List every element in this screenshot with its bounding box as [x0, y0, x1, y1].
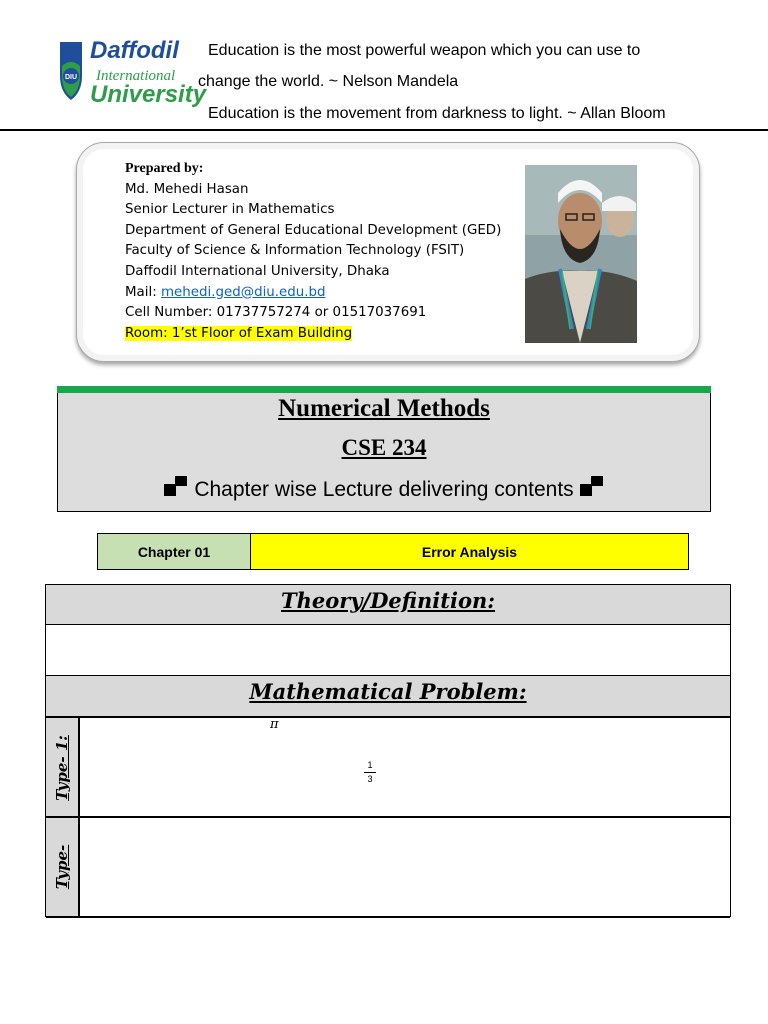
cell-or: or — [310, 305, 333, 321]
svg-text:DIU: DIU — [64, 74, 78, 81]
quote-line-2: change the world. ~ Nelson Mandela — [198, 73, 459, 90]
author-name: Md. Mehedi Hasan — [125, 181, 249, 197]
type-1-side-cell — [46, 718, 80, 817]
cell-number-2: 01517037691 — [332, 305, 427, 321]
chapter-number: Chapter 01 — [98, 534, 251, 569]
cell-line — [125, 303, 501, 324]
type-2-row — [46, 816, 730, 918]
author-title: Senior Lecturer in Mathematics — [125, 202, 335, 218]
email-link[interactable]: mehedi.ged@diu.edu.bd — [160, 284, 326, 300]
content-table — [45, 584, 731, 917]
prepared-by-label: Prepared by: — [125, 161, 204, 176]
checker-square-icon — [164, 475, 188, 503]
author-photo — [510, 159, 650, 349]
theory-heading: Theory/Definition: — [46, 585, 730, 625]
fraction-bar — [364, 772, 376, 773]
svg-text:University: University — [90, 81, 207, 108]
fraction-one-third — [364, 760, 376, 785]
author-department: Department of General Educational Development (GED) — [125, 222, 502, 238]
cell-number-1: 01737757274 — [216, 305, 311, 321]
daffodil-university-logo — [56, 36, 207, 108]
course-subtitle: Chapter wise Lecture delivering contents — [194, 478, 574, 501]
checker-square-icon — [580, 475, 604, 503]
type-1-row — [46, 716, 730, 817]
quote-line-1: Education is the most powerful weapon which you can use to — [208, 42, 641, 59]
pi-symbol: π — [270, 717, 279, 732]
theory-body — [46, 625, 730, 675]
mail-line — [125, 283, 501, 304]
author-faculty: Faculty of Science & Information Technology (FSIT) — [125, 243, 465, 259]
chapter-row — [97, 533, 689, 570]
mail-label: Mail: — [125, 284, 161, 300]
type-2-side-cell — [46, 818, 80, 916]
room-info: Room: 1’st Floor of Exam Building — [125, 325, 353, 341]
fraction-denominator: 3 — [367, 774, 373, 784]
chapter-topic: Error Analysis — [251, 534, 688, 569]
cell-label: Cell Number: — [125, 305, 217, 321]
math-problem-heading: Mathematical Problem: — [46, 675, 730, 717]
author-university: Daffodil International University, Dhaka — [125, 263, 390, 279]
type-2-label: Type- — [53, 844, 71, 890]
fraction-numerator: 1 — [367, 760, 373, 770]
green-accent-bar — [57, 386, 711, 393]
header-divider — [0, 129, 768, 131]
profile-details — [125, 159, 501, 344]
svg-text:Daffodil: Daffodil — [90, 37, 179, 64]
course-subtitle-line — [57, 475, 711, 503]
quote-line-3: Education is the movement from darkness to light. ~ Allan Bloom — [208, 105, 666, 122]
svg-text:International: International — [96, 68, 176, 84]
course-code: CSE 234 — [341, 435, 427, 460]
type-1-label: Type- 1: — [53, 734, 71, 801]
course-title: Numerical Methods — [278, 395, 490, 422]
